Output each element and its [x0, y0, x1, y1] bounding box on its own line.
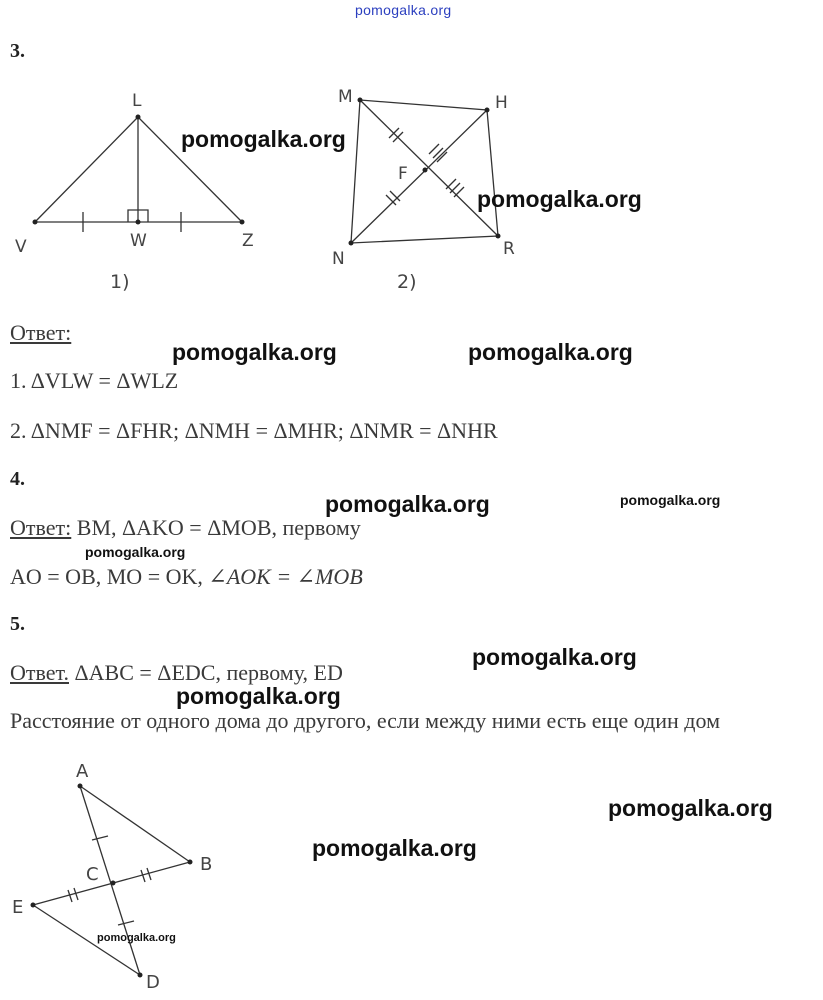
label-L: L [132, 91, 142, 111]
figure-crossed-triangles [0, 750, 240, 1000]
figure-2-caption: 2) [397, 271, 417, 293]
watermark: pomogalka.org [468, 339, 633, 365]
watermark: pomogalka.org [312, 835, 477, 861]
task-4-answer-line-1 [10, 515, 361, 541]
label-N: N [332, 249, 345, 269]
watermark: pomogalka.org [176, 683, 341, 709]
task-5-answer-line-2: Расстояние от одного дома до другого, если между ними есть еще один дом [10, 708, 721, 733]
label-R: R [503, 239, 515, 259]
task-5-answer-label: Ответ. [10, 660, 69, 685]
label-Z: Z [242, 231, 254, 251]
label-E: E [12, 897, 24, 918]
task-3-number: 3. [10, 40, 25, 62]
task-4-answer-label: Ответ: [10, 515, 72, 540]
task-5-number: 5. [10, 613, 25, 635]
task-4-answer-line-2 [10, 564, 363, 590]
label-W: W [130, 231, 147, 251]
figure-isosceles-triangle [0, 80, 270, 300]
label-F: F [398, 164, 408, 184]
watermark: pomogalka.org [477, 186, 642, 212]
label-B: B [200, 854, 213, 875]
label-C: C [86, 864, 99, 885]
site-header-link[interactable]: pomogalka.org [355, 2, 452, 18]
task-3-answer-line-1: 1. ΔVLW = ΔWLZ [10, 368, 179, 393]
task-5-answer-text: ΔABC = ΔEDC, первому, ED [69, 660, 343, 685]
task-4-equalities: AO = OB, MO = OK, [10, 564, 209, 589]
label-D: D [146, 972, 160, 993]
label-M: M [338, 87, 353, 107]
task-4-angle-equality: ∠AOK = ∠MOB [208, 564, 363, 589]
task-4-number: 4. [10, 468, 25, 490]
watermark: pomogalka.org [172, 339, 337, 365]
watermark: pomogalka.org [608, 795, 773, 821]
figure-1-caption: 1) [110, 271, 130, 293]
watermark: pomogalka.org [472, 644, 637, 670]
watermark: pomogalka.org [97, 932, 176, 944]
task-3-answer-label: Ответ: [10, 320, 72, 345]
label-H: H [495, 93, 508, 113]
task-4-answer-text: BM, ΔAKO = ΔMOB, первому [71, 515, 361, 540]
watermark: pomogalka.org [85, 544, 186, 560]
label-V: V [15, 237, 27, 257]
watermark: pomogalka.org [325, 491, 490, 517]
label-A: A [76, 761, 89, 782]
task-3-answer-line-2: 2. ΔNMF = ΔFHR; ΔNMH = ΔMHR; ΔNMR = ΔNHR [10, 418, 498, 443]
watermark: pomogalka.org [181, 126, 346, 152]
watermark: pomogalka.org [620, 492, 721, 508]
